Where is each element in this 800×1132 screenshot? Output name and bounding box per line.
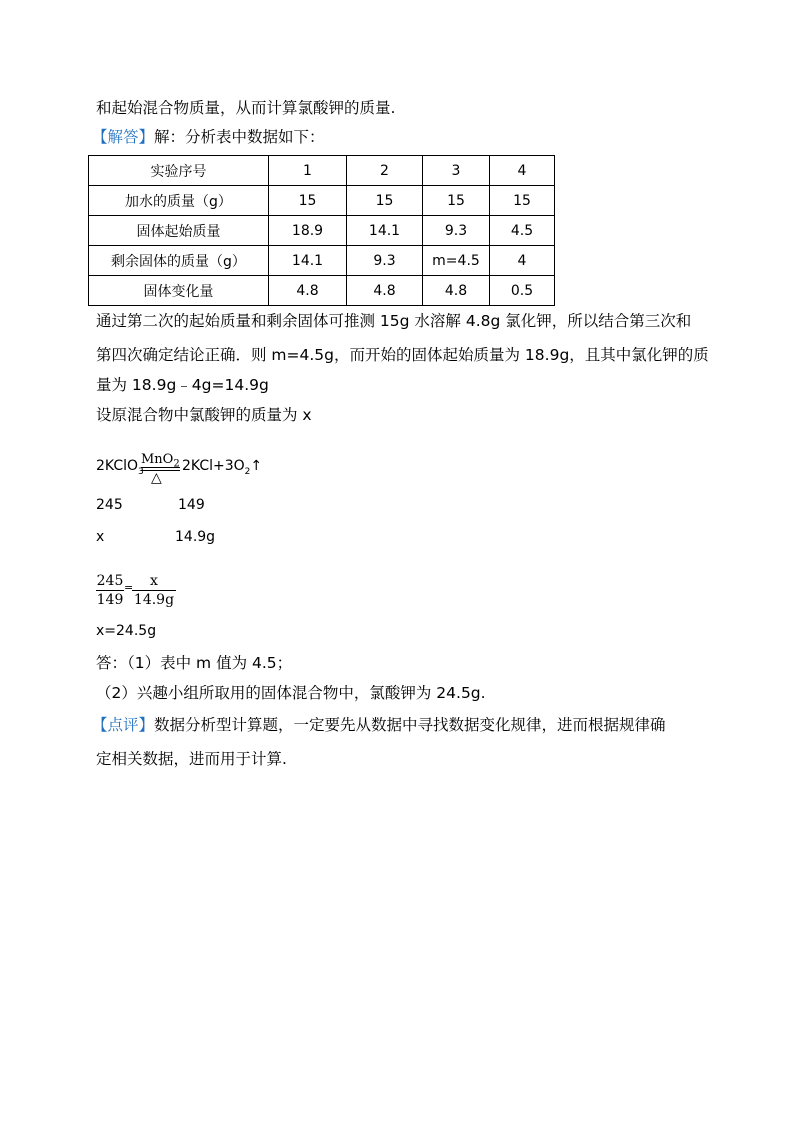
equation-bar-1 xyxy=(141,467,180,468)
result-line: x=24.5g xyxy=(96,623,157,639)
table-row-header: 固体变化量 xyxy=(89,276,269,306)
table-cell: 4 xyxy=(490,246,555,276)
comment-text-1: 数据分析型计算题，一定要先从数据中寻找数据变化规律，进而根据规律确 xyxy=(154,716,666,734)
table-cell: 15 xyxy=(490,186,555,216)
answer-text: 解：分析表中数据如下： xyxy=(154,128,325,146)
table-row xyxy=(89,156,555,186)
equation-condition: △ xyxy=(151,470,162,486)
table-cell: 2 xyxy=(347,156,423,186)
comment-line-1 xyxy=(92,715,666,735)
proportion xyxy=(96,572,196,612)
comment-line-2: 定相关数据，进而用于计算. xyxy=(96,750,287,768)
equals-sign: = xyxy=(124,581,134,594)
table-row xyxy=(89,246,555,276)
chemical-equation xyxy=(96,452,496,496)
fraction-left: 245 149 xyxy=(96,573,124,608)
conclusion-line-2: （2）兴趣小组所取用的固体混合物中，氯酸钾为 24.5g. xyxy=(96,684,486,702)
equation-reactant: 2KClO$_3$ xyxy=(96,458,144,477)
analysis-line-3: 量为 18.9g﹣4g=14.9g xyxy=(96,376,269,394)
table-cell: 4.8 xyxy=(423,276,490,306)
ratio-row-1-left: 245 xyxy=(96,497,123,513)
table-cell: 4.5 xyxy=(490,216,555,246)
table-row-header: 加水的质量（g） xyxy=(89,186,269,216)
analysis-line-2: 第四次确定结论正确．则 m=4.5g，而开始的固体起始质量为 18.9g，且其中氯化钾的质 xyxy=(96,346,709,364)
table-cell: 1 xyxy=(269,156,347,186)
table-row xyxy=(89,186,555,216)
table-cell: 3 xyxy=(423,156,490,186)
table-row xyxy=(89,276,555,306)
table-cell: 0.5 xyxy=(490,276,555,306)
equation-products: $2KCl+3O_2↑$ xyxy=(182,458,263,477)
analysis-line-1: 通过第二次的起始质量和剩余固体可推测 15g 水溶解 4.8g 氯化钾，所以结合第三次和 xyxy=(96,312,692,330)
table-row xyxy=(89,216,555,246)
table-cell: 14.1 xyxy=(269,246,347,276)
table-row-header: 固体起始质量 xyxy=(89,216,269,246)
table-cell: 4 xyxy=(490,156,555,186)
comment-tag: 【点评】 xyxy=(92,716,155,734)
table-row-header: 剩余固体的质量（g） xyxy=(89,246,269,276)
table-cell: 15 xyxy=(347,186,423,216)
table-cell: 9.3 xyxy=(347,246,423,276)
table-cell: 15 xyxy=(423,186,490,216)
table-cell: 15 xyxy=(269,186,347,216)
table-cell: 4.8 xyxy=(347,276,423,306)
setup-line: 设原混合物中氯酸钾的质量为 x xyxy=(96,406,312,424)
table-row-header: 实验序号 xyxy=(89,156,269,186)
table-cell: 9.3 xyxy=(423,216,490,246)
table-cell: 4.8 xyxy=(269,276,347,306)
equation-catalyst: MnO$_2$ xyxy=(141,452,180,470)
answer-heading xyxy=(92,127,325,147)
table-cell: 18.9 xyxy=(269,216,347,246)
intro-line: 和起始混合物质量，从而计算氯酸钾的质量. xyxy=(96,99,396,117)
conclusion-line-1: 答：（1）表中 m 值为 4.5； xyxy=(96,654,293,672)
answer-tag: 【解答】 xyxy=(92,128,155,146)
table-cell: 14.1 xyxy=(347,216,423,246)
table-cell: m=4.5 xyxy=(423,246,490,276)
ratio-row-2-left: x xyxy=(96,529,105,545)
fraction-right: x 14.9g xyxy=(133,573,175,608)
data-table xyxy=(88,155,555,306)
ratio-row-2-right: 14.9g xyxy=(175,529,216,545)
ratio-row-1-right: 149 xyxy=(178,497,205,513)
